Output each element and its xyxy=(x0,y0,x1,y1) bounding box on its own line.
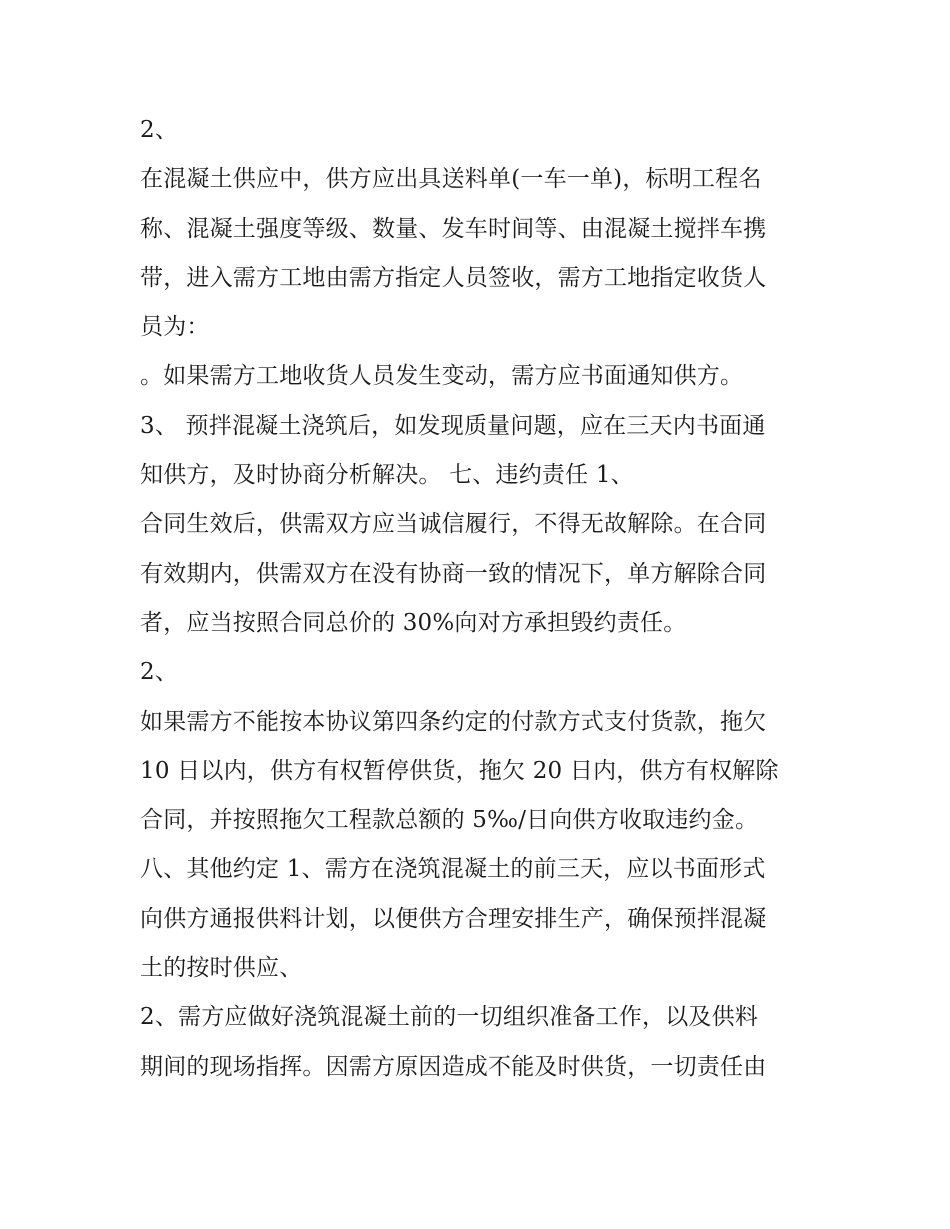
text-line: 3、 预拌混凝土浇筑后，如发现质量问题，应在三天内书面通 xyxy=(140,412,766,439)
document-body xyxy=(140,106,820,1092)
text-line: 2、需方应做好浇筑混凝土前的一切组织准备工作，以及供料 xyxy=(140,1004,759,1031)
text-line: 称、混凝土强度等级、数量、发车时间等、由混凝土搅拌车携 xyxy=(140,215,767,242)
text-line: 如果需方不能按本协议第四条约定的付款方式支付货款，拖欠 xyxy=(140,708,767,735)
text-line: 土的按时供应、 xyxy=(140,955,303,982)
text-line: 合同生效后，供需双方应当诚信履行，不得无故解除。在合同 xyxy=(140,511,767,538)
text-line: 有效期内，供需双方在没有协商一致的情况下，单方解除合同 xyxy=(140,560,767,587)
text-line: 期间的现场指挥。因需方原因造成不能及时供货，一切责任由 xyxy=(140,1053,767,1080)
text-line: 向供方通报供料计划，以便供方合理安排生产，确保预拌混凝 xyxy=(140,905,767,932)
text-line: 合同，并按照拖欠工程款总额的 5‰/日向供方收取违约金。 xyxy=(140,807,759,834)
text-line: 八、其他约定 1、需方在浇筑混凝土的前三天，应以书面形式 xyxy=(140,856,766,883)
text-line: 10 日以内，供方有权暂停供货，拖欠 20 日内，供方有权解除 xyxy=(140,757,779,784)
text-line: 。如果需方工地收货人员发生变动，需方应书面通知供方。 xyxy=(140,363,744,390)
text-line: 员为： xyxy=(140,314,210,341)
text-line: 知供方，及时协商分析解决。 七、违约责任 1、 xyxy=(140,462,634,489)
text-line: 带，进入需方工地由需方指定人员签收，需方工地指定收货人 xyxy=(140,264,767,291)
text-line: 者，应当按照合同总价的 30%向对方承担毁约责任。 xyxy=(140,609,687,636)
text-line: 2、 xyxy=(140,117,179,143)
text-line: 2、 xyxy=(140,659,179,686)
text-line: 在混凝土供应中，供方应出具送料单(一车一单)，标明工程名 xyxy=(140,166,762,193)
